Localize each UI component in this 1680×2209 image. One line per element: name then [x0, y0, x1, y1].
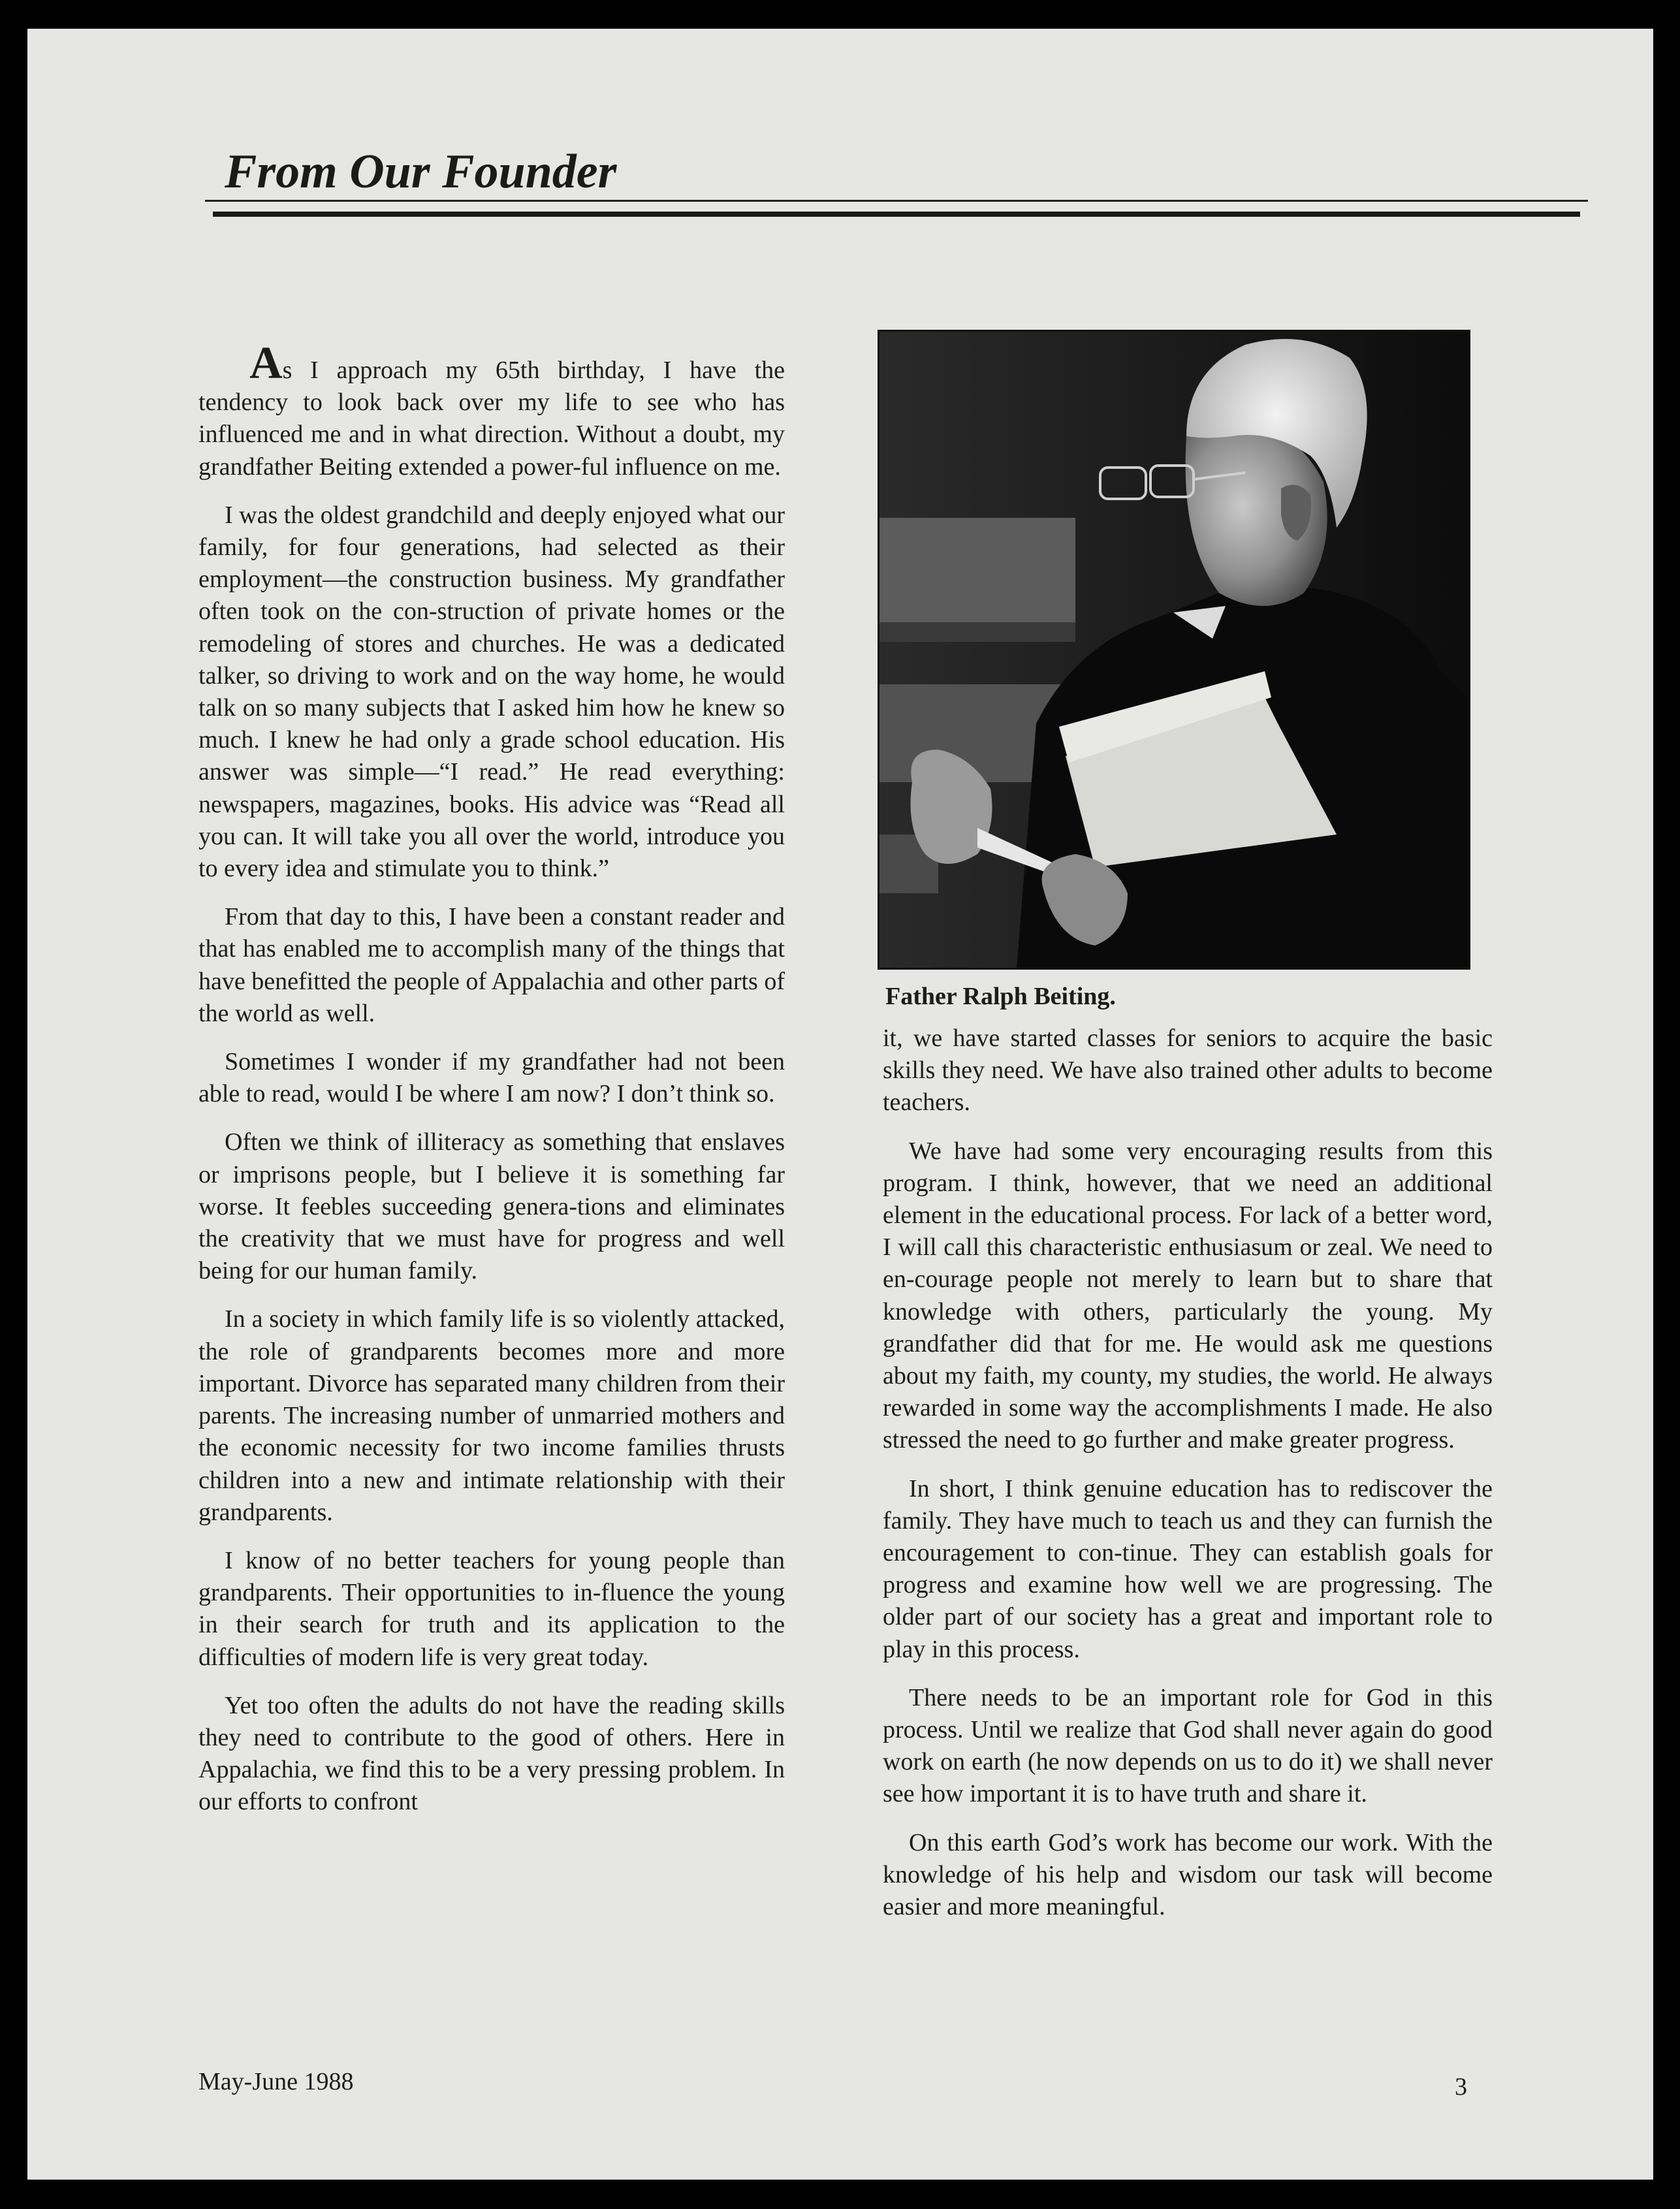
issue-date: May-June 1988 — [198, 2068, 354, 2095]
article-right-column — [883, 1023, 1493, 1939]
portrait-photo-illustration — [880, 332, 1468, 968]
header-rule-thick — [213, 212, 1580, 217]
article-paragraph-9: We have had some very encouraging results from this program. I think, however, that we need an additional element in the educational process. For lack of a better word, I will call this characteristic enthusiasum or zeal. We need to en-courage people not merely to learn but to share that knowledge with others, particularly the young. My grandfather did that for me. He would ask me questions about my faith, my county, my studies, the world. He always rewarded in some way the accomplishments I made. He also stressed the need to go further and make greater progress. — [883, 1137, 1493, 1454]
drop-cap: A — [249, 338, 283, 389]
article-paragraph-continuation: it, we have started classes for seniors to acquire the basic skills they need. We have also trained other adults to become teachers. — [883, 1025, 1493, 1117]
photo-caption: Father Ralph Beiting. — [885, 983, 1116, 1010]
header-rule-thin — [205, 200, 1588, 202]
article-paragraph-1 — [198, 338, 785, 483]
article-paragraph-10: In short, I think genuine education has to rediscover the family. They have much to teach us and they can furnish the encouragement to con-tinue. They can establish goals for progress and examine how well we are progressing. The older part of our society has a great and important role to play in this process. — [883, 1474, 1493, 1663]
section-title: From Our Founder — [225, 145, 617, 199]
article-paragraph-7: I know of no better teachers for young people than grandparents. Their opportunities to in-fluence the young in their search for truth and its application to the difficulties of modern life is very great today. — [198, 1546, 785, 1671]
article-paragraph-8: Yet too often the adults do not have the reading skills they need to contribute to the good of others. Here in Appalachia, we find this to be a very pressing problem. In our efforts to confront — [198, 1691, 785, 1816]
article-paragraph-12: On this earth God’s work has become our work. With the knowledge of his help and wisdom our task will become easier and more meaningful. — [883, 1828, 1493, 1921]
page-number: 3 — [1455, 2073, 1467, 2101]
article-paragraph-11: There needs to be an important role for God in this process. Until we realize that God shall never again do good work on earth (he now depends on us to do it) we shall never see how important it is to have truth and share it. — [883, 1683, 1493, 1808]
article-paragraph-5: Often we think of illiteracy as something that enslaves or imprisons people, but I believe it is something far worse. It feebles succeeding genera-tions and eliminates the creativity that we must have for progress and well being for our human family. — [198, 1128, 785, 1285]
article-paragraph-6: In a society in which family life is so violently attacked, the role of grandparents becomes more and more important. Divorce has separated many children from their parents. The increasing number of unmarried mothers and the economic necessity for two income families thrusts children into a new and intimate relationship with their grandparents. — [198, 1305, 785, 1526]
portrait-photo — [878, 330, 1470, 970]
magazine-page — [27, 29, 1653, 2180]
article-paragraph-3: From that day to this, I have been a constant reader and that has enabled me to accomplish many of the things that have benefitted the people of Appalachia and other parts of the world as well. — [198, 903, 785, 1027]
article-paragraph-2: I was the oldest grandchild and deeply enjoyed what our family, for four generations, had selected as their employment—the construction business. My grandfather often took on the con-struction of private homes or the remodeling of stores and churches. He was a dedicated talker, so driving to work and on the way home, he would talk on so many subjects that I asked him how he knew so much. I knew he had only a grade school education. His answer was simple—“I read.” He read everything: newspapers, magazines, books. His advice was “Read all you can. It will take you all over the world, introduce you to every idea and stimulate you to think.” — [198, 501, 785, 883]
article-paragraph-4: Sometimes I wonder if my grandfather had not been able to read, would I be where I am now? I don’t think so. — [198, 1048, 785, 1108]
article-left-column — [198, 338, 785, 1835]
paragraph-text: s I approach my 65th birthday, I have the tendency to look back over my life to see who has influenced me and in what direction. Without a doubt, my grandfather Beiting extended a power-ful influence on me. — [198, 357, 785, 481]
